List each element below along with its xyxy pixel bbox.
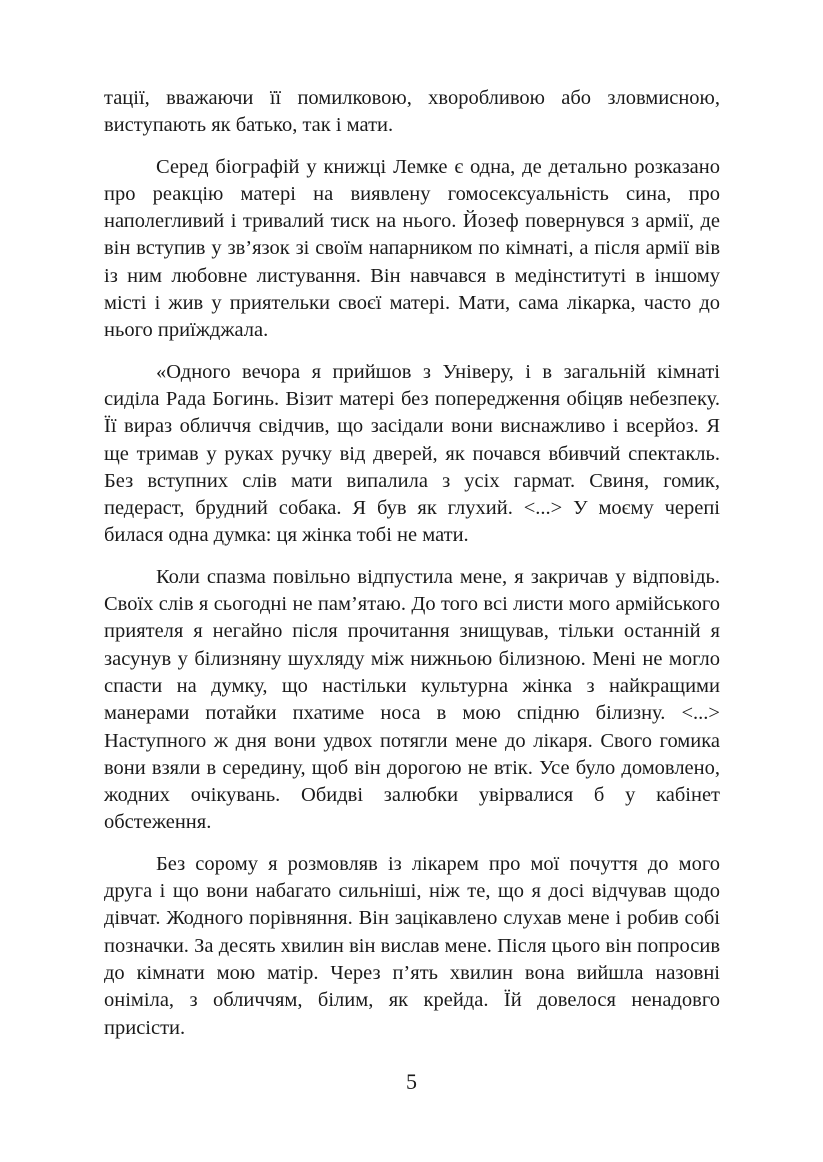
paragraph-2: Серед біографій у книжці Лемке є одна, де детально розказано про реакцію матері на виявлену гомосексуальність сина, про наполегливий і тривалий тиск на нього. Йозеф повернувся з армії, де він вступив у зв’язок зі своїм напарником по кімнаті, а після армії вів із ним любовне листування. Він навчався в медінституті в іншому місті і жив у приятельки своєї матері. Мати, сама лікарка, часто до нього приїжджала. [104, 155, 720, 342]
page-number: 5 [406, 1069, 417, 1094]
paragraph-1: тації, вважаючи її помилковою, хворобливою або зловмисною, виступають як батько, так і мати. [104, 87, 720, 137]
body-text [104, 85, 720, 1056]
paragraph-4: Коли спазма повільно відпустила мене, я закричав у відповідь. Своїх слів я сьогодні не пам’ятаю. До того всі листи мого армійського приятеля я негайно після прочитання знищував, тільки останній я засунув у білизняну шухляду між нижньою білизною. Мені не могло спасти на думку, що настільки культурна жінка з найкращими манерами потайки пхатиме носа в мою спідню білизну. <...> Наступного ж дня вони удвох потягли мене до лікаря. Свого гомика вони взяли в середину, щоб він дорогою не втік. Усе було домовлено, жодних очікувань. Обидві залюбки увірвалися б у кабінет обстеження. [104, 565, 720, 834]
paragraph-3: «Одного вечора я прийшов з Універу, і в загальній кімнаті сиділа Рада Богинь. Візит матері без попередження обіцяв небезпеку. Її вираз обличчя свідчив, що засідали вони виснажливо і всерйоз. Я ще тримав у руках ручку від дверей, як почався вбивчий спектакль. Без вступних слів мати випалила з усіх гармат. Свиня, гомик, педераст, брудний собака. Я був як глухий. <...> У моєму черепі билася одна думка: ця жінка тобі не мати. [104, 360, 720, 547]
paragraph-5: Без сорому я розмовляв із лікарем про мої почуття до мого друга і що вони набагато сильніші, ніж те, що я досі відчував щодо дівчат. Жодного порівняння. Він зацікавлено слухав мене і робив собі позначки. За десять хвилин він вислав мене. Після цього він попросив до кімнати мою матір. Через п’ять хвилин вона вийшла назовні оніміла, з обличчям, білим, як крейда. Їй довелося ненадовго присісти. [104, 852, 720, 1039]
